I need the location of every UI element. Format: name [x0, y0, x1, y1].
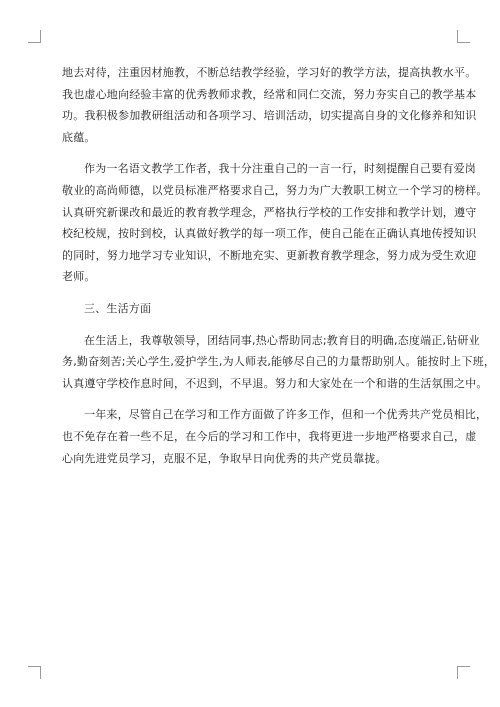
- document-body: [62, 62, 496, 469]
- crop-mark-top-right: [457, 30, 470, 43]
- text-line: 功。我积极参加教研组活动和各项学习、培训活动，切实提高自身的文化修养和知识: [62, 109, 477, 123]
- text-line: 心向先进党员学习，克服不足，争取早日向优秀的共产党员靠拢。: [62, 451, 387, 465]
- paragraph-summary: [62, 404, 488, 469]
- text-line: 的同时，努力地学习专业知识，不断地充实、更新教育教学理念，努力成为受生欢迎: [62, 248, 477, 262]
- text-line: 作为一名语文教学工作者，我十分注重自己的一言一行，时刻提醒自己要有爱岗: [84, 162, 476, 176]
- paragraph-gap: [62, 148, 442, 158]
- paragraph-life: [62, 330, 496, 395]
- paragraph-teaching-continued: [62, 62, 477, 148]
- text-line: 我也虚心地向经验丰富的优秀教师求教，经常和同仁交流，努力夯实自己的教学基本: [62, 87, 477, 101]
- text-line: 校纪校规，按时到校，认真做好教学的每一项工作，使自己能在正确认真地传授知识: [62, 227, 477, 241]
- text-line: 老师。: [62, 270, 96, 284]
- text-line: 认真遵守学校作息时间，不迟到，不早退。努力和大家处在一个和谐的生活氛围之中。: [62, 376, 488, 390]
- paragraph-gap: [62, 288, 442, 298]
- paragraph-gap: [62, 320, 442, 330]
- text-line: 认真研究新课改和最近的教育教学理念，严格执行学校的工作安排和教学计划，遵守: [62, 205, 477, 219]
- section-heading-life: 三、生活方面: [84, 301, 152, 315]
- paragraph-gap: [62, 394, 442, 404]
- text-line: 地去对待，注重因材施教，不断总结教学经验，学习好的教学方法，提高执教水平。: [62, 66, 477, 79]
- crop-mark-bottom-right: [457, 666, 470, 679]
- text-line: 敬业的高尚师德，以党员标准严格要求自己，努力为广大教职工树立一个学习的榜样。: [62, 183, 488, 197]
- crop-mark-bottom-left: [28, 666, 41, 679]
- text-line: 务,勤奋刻苦;关心学生,爱护学生,为人师表,能够尽自己的力量帮助别人。能按时上下班，: [62, 355, 496, 369]
- paragraph-teacher-conduct: [62, 158, 488, 288]
- crop-mark-top-left: [28, 30, 41, 43]
- text-line: 一年来，尽管自己在学习和工作方面做了许多工作，但和一个优秀共产党员相比，: [84, 408, 488, 422]
- text-line: 底蕴。: [62, 130, 96, 144]
- text-line: 也不免存在着一些不足，在今后的学习和工作中，我将更进一步地严格要求自己，虚: [62, 429, 477, 443]
- text-line: 在生活上，我尊敬领导，团结同事,热心帮助同志;教育目的明确,态度端正,钻研业: [84, 333, 480, 347]
